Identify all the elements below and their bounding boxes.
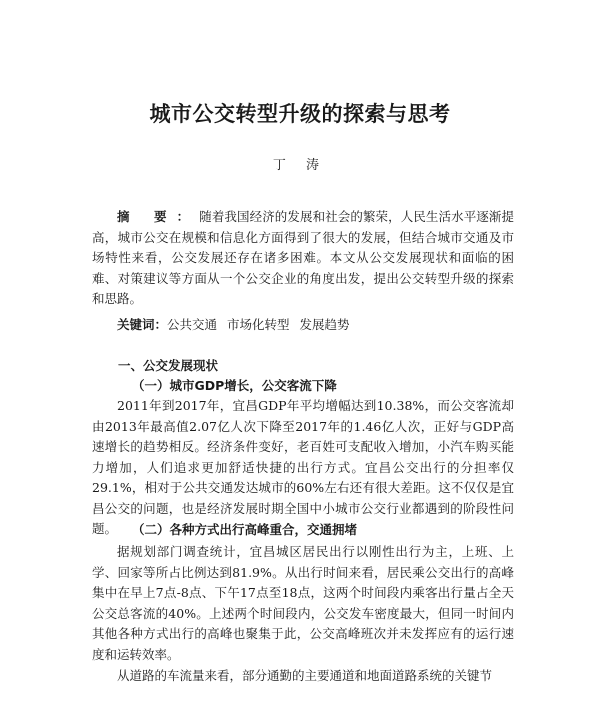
abstract-text: 随着我国经济的发展和社会的繁荣，人民生活水平逐渐提高，城市公交在规模和信息化方面得到了很大的发展，但结合城市交通及市场特性来看，公交发展还存在诸多困难。本文从公交发展现状和面临的困难、对策建议等方面从一个公交企业的角度出发，提出公交转型升级的探索和思路。 xyxy=(92,209,514,306)
abstract-paragraph xyxy=(92,207,514,310)
body-paragraph xyxy=(92,666,514,687)
body-paragraph xyxy=(92,542,514,665)
keywords-paragraph xyxy=(92,315,514,336)
keyword-item: 公共交通 xyxy=(167,317,218,332)
body-paragraph xyxy=(92,396,514,540)
paragraph-text: 2011年到2017年，宜昌GDP年平均增幅达到10.38%，而公交客流却由2013年最高值2.07亿人次下降至2017年的1.46亿人次，正好与GDP高速增长的趋势相反。经济条件变好，老百姓可支配收入增加，小汽车购买能力增加，人们追求更加舒适快捷的出行方式。宜昌公交出行的分担率仅29.1%，相对于公共交通发达城市的60%左右还有很大差距。这不仅仅是宜昌公交的问题，也是经济发展时期全国中小城市公交行业都遇到的阶段性问题。 xyxy=(92,398,514,536)
keywords-label: 关键词： xyxy=(117,317,168,332)
keyword-item: 发展趋势 xyxy=(299,317,350,332)
keywords-section xyxy=(92,315,514,336)
keyword-item: 市场化转型 xyxy=(227,317,290,332)
section-heading: 一、公交发展现状 xyxy=(118,358,219,373)
author-name: 丁 涛 xyxy=(272,158,328,173)
paragraph-text: 据规划部门调查统计，宜昌城区居民出行以刚性出行为主，上班、上学、回家等所占比例达到81.9%。从出行时间来看，居民乘公交出行的高峰集中在早上7点-8点、下午17点至18点，这两个时间段内乘客出行量占全天公交总客流的40%。上述两个时间段内，公交发车密度最大，但同一时间内其他各种方式出行的高峰也聚集于此，公交高峰班次并未发挥应有的运行速度和运转效率。 xyxy=(92,544,514,662)
subsection-heading: （二）各种方式出行高峰重合，交通拥堵 xyxy=(132,522,358,537)
paragraph-text: 从道路的车流量来看，部分通勤的主要通道和地面道路系统的关键节 xyxy=(117,668,493,683)
page-title: 城市公交转型升级的探索与思考 xyxy=(149,102,451,126)
abstract-label: 摘 要： xyxy=(117,209,200,224)
subsection-heading: （一）城市GDP增长，公交客流下降 xyxy=(132,378,337,393)
abstract-section xyxy=(92,207,514,310)
